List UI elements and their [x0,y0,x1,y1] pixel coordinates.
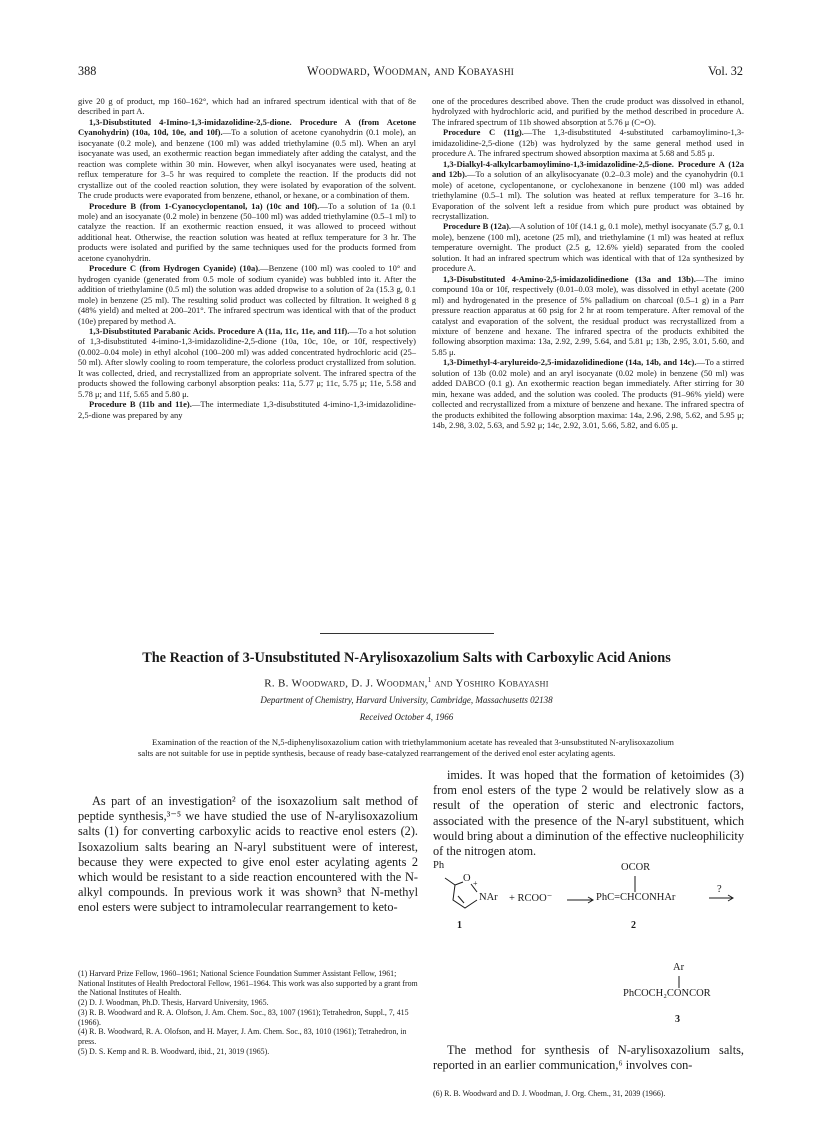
affiliation: Department of Chemistry, Harvard University, Cambridge, Massachusetts 02138 [260,695,553,705]
experimental-right-column [432,96,744,431]
compound-label-3: 3 [675,1014,680,1025]
exp-paragraph: Procedure C (11g).—The 1,3-disubstituted 4-substituted carbamoylimino-1,3-imidazolidine-2,5-dione (12b) was hydrolyzed by the same general method used in procedure A. The infrared spectrum showed absorption maxima at 5.68 and 5.85 μ. [432,127,744,159]
running-header [78,64,743,80]
article-title: The Reaction of 3-Unsubstituted N-Arylisoxazolium Salts with Carboxylic Acid Anions [142,650,671,666]
exp-paragraph: give 20 g of product, mp 160–162°, which had an infrared spectrum identical with that of 8e described in part A. [78,96,416,117]
scheme-question: ? [717,884,722,895]
reaction-scheme [433,858,745,1042]
footnote: (2) D. J. Woodman, Ph.D. Thesis, Harvard University, 1965. [78,998,269,1008]
footnote: (5) D. S. Kemp and R. B. Woodward, ibid., 21, 3019 (1965). [78,1046,270,1056]
footnote: (4) R. B. Woodward, R. A. Olofson, and H. Mayer, J. Am. Chem. Soc., 83, 1010 (1961); Tetrahedron, in press. [78,1027,407,1046]
exp-paragraph: 1,3-Dimethyl-4-arylureido-2,5-imidazolidinedione (14a, 14b, and 14c).—To a stirred solution of 13b (0.02 mole) and an aryl isocyanate (0.02 mole) in benzene (50 ml) was added DABCO (0.1 g). An exothermic reaction began immediately. After stirring for 30 min, hexane was added, and the solution was cooled. The products (91–96% yield) were collected and recrystallized from a mixture of benzene and hexane. The infrared spectra of the products exhibited the following absorption maxima: 14a, 2.96, 2.98, 5.62, and 5.95 μ; 14b, 2.98, 3.02, 5.63, and 5.92 μ; 14c, 2.92, 3.01, 5.66, 5.82, and 6.05 μ. [432,357,744,431]
compound-label-1: 1 [457,920,462,931]
exp-paragraph: Procedure B (11b and 11e).—The intermediate 1,3-disubstituted 4-imino-1,3-imidazolidine-2,5-dione was prepared by any [78,399,416,420]
scheme-ketoimide: PhCOCH₂CONCOR [623,988,711,999]
body-right-continued: The method for synthesis of N-arylisoxazolium salts, reported in an earlier communication,⁶ involves con- [433,1043,744,1073]
scheme-reagent: + RCOO⁻ [509,893,553,904]
exp-paragraph: Procedure B (12a).—A solution of 10f (14.1 g, 0.1 mole), methyl isocyanate (5.7 g, 0.1 mole), benzene (100 ml), acetone (25 ml), and triethylamine (1 ml) was heated at reflux temperature overnight. The product (2.5 g, 12.6% yield) separated from the cooled solution. It had an infrared spectrum which was identical with that of 12a synthesized by procedure A. [432,221,744,274]
article-authors: R. B. Woodward, D. J. Woodman,$^1$ and Yoshiro Kobayashi [264,676,549,690]
footnote: (1) Harvard Prize Fellow, 1960–1961; National Science Foundation Summer Assistant Fellow, 1961; National Institutes of Health Predoctoral Fellow, 1961–1964. This work was also supported by a grant from the National Institutes of Health. [78,969,418,998]
body-right-column: imides. It was hoped that the formation of ketoimides (3) from enol esters of the type 2 would be relatively slow as a result of the operation of steric and electronic factors, associated with the presence of the N-aryl substituent, which would bring about a diminution of the effective nucleophilicity of the nitrogen atom. [433,768,744,859]
exp-paragraph: 1,3-Disubstituted 4-Imino-1,3-imidazolidine-2,5-dione. Procedure A (from Acetone Cyanohydrin) (10a, 10d, 10e, and 10f).—To a solution of acetone cyanohydrin (0.1 mole), an isocyanate (0.2 mole), and benzene (100 ml) was added triethylamine (0.5 ml). When an aryl isocyanate was used, an exothermic reaction began immediately after adding the catalyst, and the reaction was complete within 30 min. However, when alkyl isocyanates were used, heating at reflux temperature for 3–5 hr was required to complete the reaction. If the products did not crystallize out of the cooled reaction solution, they were isolated by evaporation of the solvent. The crude products were evaporated from benzene, ethanol, or hexane, or a combination of them. [78,116,416,201]
exp-paragraph: 1,3-Disubstituted 4-Amino-2,5-imidazolidinedione (13a and 13b).—The imino compound 10a or 10f, respectively (0.01–0.03 mole), was dissolved in ethyl acetate (200 ml) and hydrogenated in the presence of 5% palladium on charcoal (0.5–1 g) in a Parr pressure reaction apparatus at 60 psig for 2 hr at room temperature. After removal of the catalyst and evaporation of the solvent, the residual product was recrystallized from a mixture of benzene and hexane. The infrared spectra of the products exhibited the following absorption maxima: 13a, 2.92, 2.99, 5.64, and 5.81 μ; 13b, 2.95, 3.01, 5.60, and 5.85 μ. [432,273,744,357]
scheme-enol-ester: PhC=CHCONHAr [596,892,676,903]
footnotes-left [78,969,418,1056]
exp-paragraph: 1,3-Disubstituted Parabanic Acids. Procedure A (11a, 11c, 11e, and 11f).—To a hot solution of 1,3-disubstituted 4-imino-1,3-imidazolidine-2,5-dione (10a, 10c, 10e, or 10f, respectively) (0.002–0.04 mole) in ethyl alcohol (100–200 ml) was added concentrated hydrochloric acid (25–50 ml). After slowly cooling to room temperature, the colorless product crystallized from solution. It was collected, dried, and recrystallized from an appropriate solvent. The infrared spectra of the products showed the following carbonyl absorption peaks: 11a, 5.77 μ; 11c, 5.75 μ; 11e, 5.58 and 5.78 μ; and 11f, 5.65 and 5.80 μ. [78,325,416,399]
exp-paragraph: Procedure B (from 1-Cyanocyclopentanol, 1a) (10c and 10f).—To a solution of 1a (0.1 mole) and an isocyanate (0.2 mole) in benzene (50–100 ml) was added triethylamine (0.5–1 ml) to catalyze the reaction. If an exothermic reaction ensued, it was allowed to proceed without additional heat. Otherwise, the reaction solution was heated at reflux temperature for 3 hr. The products were isolated and purified by the same techniques used for the products formed from acetone cyanohydrin. [78,200,416,263]
scheme-nar: NAr [479,892,498,903]
body-left-column: As part of an investigation² of the isoxazolium salt method of peptide synthesis,³⁻⁵ we have studied the use of N-arylisoxazolium salts (1) for converting carboxylic acids to reactive enol esters (2). Isoxazolium salts bearing an N-aryl substituent were of interest, because they were expected to give enol ester acylating agents 2 which would be resistant to a side reaction encountered with the N-alkyl compounds. In previous work it was shown³ that N-methyl enol esters were subject to intramolecular rearrangement to keto- [78,794,418,915]
scheme-plus: + [473,879,478,888]
exp-paragraph: one of the procedures described above. Then the crude product was dissolved in ethanol, hydrolyzed with hydrochloric acid, and purified by the method described in procedure A. The infrared spectrum of 11b showed absorption at 5.76 μ (C=O). [432,96,744,127]
scheme-ar: Ar [673,962,685,973]
page-number: 388 [78,64,97,78]
footnote-right: (6) R. B. Woodward and D. J. Woodman, J. Org. Chem., 31, 2039 (1966). [433,1089,666,1098]
scheme-ocor: OCOR [621,862,651,873]
exp-paragraph: Procedure C (from Hydrogen Cyanide) (10a).—Benzene (100 ml) was cooled to 10° and hydrogen cyanide (generated from 0.5 mole of sodium cyanide) was bubbled into it. After the addition of triethylamine (0.5 ml) the solution was added dropwise to a solution of 2a (15.3 g, 0.1 mole) in benzene (25 ml). The resulting solid product was collected by filtration. It weighed 8 g (48% yield) and melted at 200–201°. The infrared spectrum was identical with that of the product (10e) prepared by method A. [78,263,416,326]
exp-paragraph: 1,3-Dialkyl-4-alkylcarbamoylimino-1,3-imidazolidine-2,5-dione. Procedure A (12a and 12b).—To a solution of an alkylisocyanate (0.2–0.3 mole) and the cyanohydrin (0.1 mole) of acetone, cyclopentanone, or cyclohexanone in benzene (100 ml) was added triethylamine (0.5–1 ml). The solution was heated at reflux temperature for 3–16 hr. Evaporation of the solvent left a residue from which pure product was obtained by recrystallization. [432,158,744,221]
received-date: Received October 4, 1966 [359,712,454,722]
experimental-left-column [78,96,416,420]
scheme-oxygen: O [463,873,471,884]
running-authors: Woodward, Woodman, and Kobayashi [306,64,515,78]
scheme-ph: Ph [433,860,445,871]
volume-label: Vol. 32 [708,64,743,78]
footnote: (3) R. B. Woodward and R. A. Olofson, J. Am. Chem. Soc., 83, 1007 (1961); Tetrahedron, Suppl., 7, 415 (1966). [78,1007,409,1027]
scheme-drawing [433,858,745,1042]
compound-label-2: 2 [631,920,636,931]
abstract: Examination of the reaction of the N,5-diphenylisoxazolium cation with triethylammonium acetate has revealed that 3-unsubstituted N-arylisoxazolium salts are not suitable for use in peptide synthesis, because of ready base-catalyzed rearrangement of the derived enol ester acylating agents. [138,737,674,758]
section-divider [320,633,494,634]
